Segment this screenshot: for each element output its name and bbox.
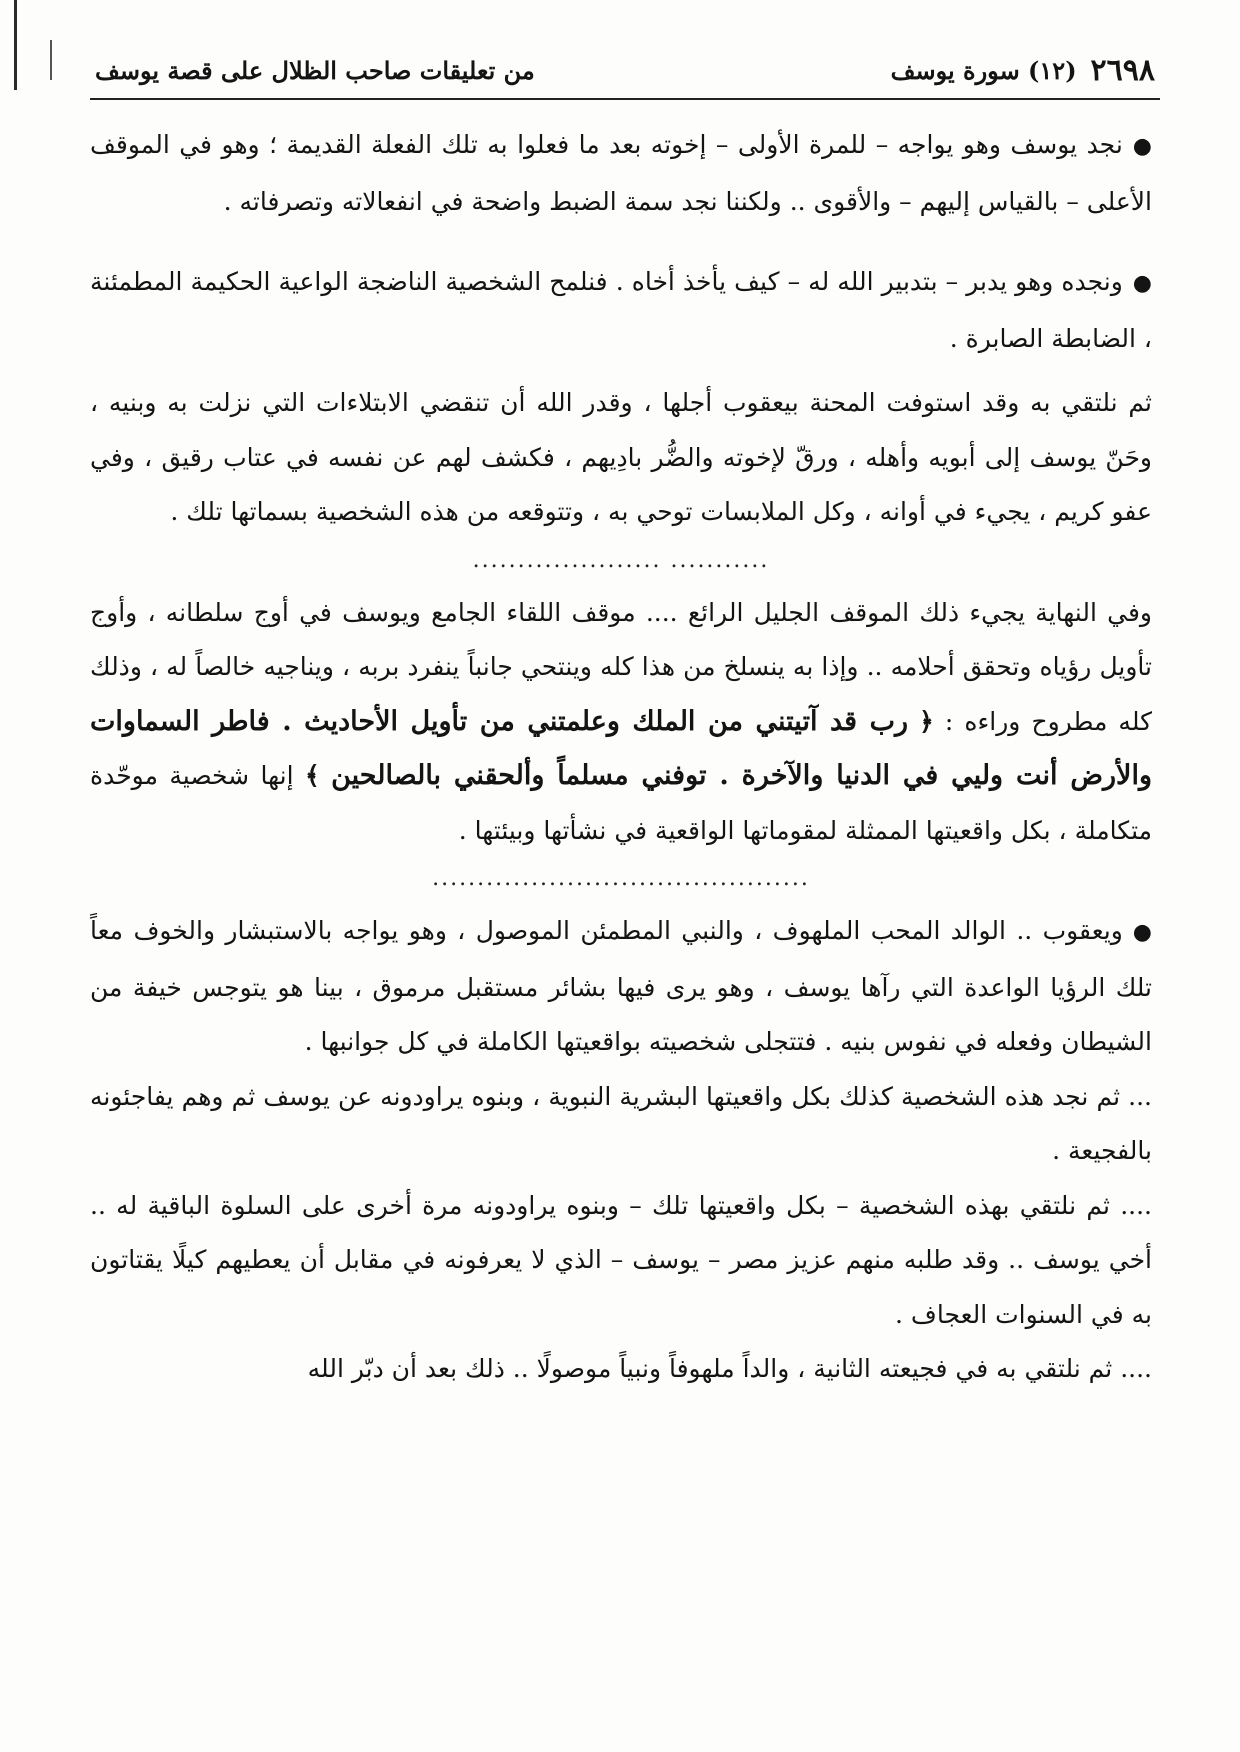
spacer — [90, 366, 1152, 376]
paragraph-4-intro: وفي النهاية يجيء ذلك الموقف الجليل الرائع .... موقف اللقاء الجامع ويوسف في أوج سلطانه ، وأوج تأويل رؤياه وتحقق أحلامه .. وإذا به ينسلخ من هذا كله وينتحي جانباً ينفرد بربه ، ويناجيه خالصاً له ، وذلك كله مطروح وراءه : — [90, 597, 1153, 736]
paragraph-2-text: ونجده وهو يدبر – بتدبير الله له – كيف يأخذ أخاه . فنلمح الشخصية الناضجة الواعية الحكيمة المطمئنة ، الضابطة الصابرة . — [90, 267, 1152, 353]
bullet-icon: ● — [1132, 134, 1152, 159]
verse-open-bracket: ﴿ — [919, 706, 934, 736]
paragraph-6 — [90, 1070, 1152, 1179]
paragraph-4 — [90, 586, 1152, 859]
paragraph-6-text: ... ثم نجد هذه الشخصية كذلك بكل واقعيتها البشرية النبوية ، وبنوه يراودونه عن يوسف ثم وهم يفاجئونه بالفجيعة . — [90, 1081, 1152, 1165]
paragraph-7 — [90, 1179, 1152, 1343]
paragraph-5 — [90, 904, 1152, 1070]
page-body — [90, 118, 1152, 1397]
bullet-icon: ● — [1132, 271, 1152, 296]
spacer — [90, 229, 1152, 255]
binding-margin-mark-secondary — [50, 40, 52, 80]
page-number: ٢٦٩٨ — [1090, 52, 1155, 88]
binding-margin-mark — [14, 0, 17, 90]
section-divider-1: ..................... ........... — [472, 547, 770, 573]
paragraph-4-conclusion: إنها شخصية موحّدة متكاملة ، بكل واقعيتها الممثلة لمقوماتها الواقعية في نشأتها وبيئتها . — [90, 761, 1152, 845]
page-info — [891, 53, 1155, 88]
running-title: من تعليقات صاحب الظلال على قصة يوسف — [95, 55, 535, 85]
surah-reference: (١٢) سورة يوسف — [890, 55, 1077, 85]
paragraph-2 — [90, 255, 1152, 366]
paragraph-3-text: ثم نلتقي به وقد استوفت المحنة بيعقوب أجلها ، وقدر الله أن تنقضي الابتلاءات التي نزلت به وبنيه ، وحَنّ يوسف إلى أبويه وأهله ، ورقّ لإخوته والضُّر بادِيهم ، فكشف لهم عن نفسه في عتاب رقيق ، وفي عفو كريم ، يجيء في أوانه ، وكل الملابسات توحي به ، وتتوقعه من هذه الشخصية بسماتها تلك . — [90, 388, 1152, 526]
bullet-icon: ● — [1132, 920, 1152, 945]
paragraph-8-text: .... ثم نلتقي به في فجيعته الثانية ، والداً ملهوفاً ونبياً موصولًا .. ذلك بعد أن دبّر الله — [307, 1354, 1152, 1383]
section-divider-2: .......................................... — [432, 866, 810, 891]
page-header — [95, 48, 1155, 92]
header-rule — [90, 98, 1160, 100]
paragraph-1 — [90, 118, 1152, 229]
verse-close-bracket: ﴾ — [305, 761, 320, 790]
paragraph-8 — [90, 1342, 1152, 1397]
paragraph-3 — [90, 376, 1152, 540]
quranic-verse: رب قد آتيتني من الملك وعلمتني من تأويل الأحاديث . فاطر السماوات والأرض أنت وليي في الدنيا والآخرة . توفني مسلماً وألحقني بالصالحين — [90, 705, 1152, 791]
paragraph-7-text: .... ثم نلتقي بهذه الشخصية – بكل واقعيتها تلك – وبنوه يراودونه مرة أخرى على السلوة الباقية له .. أخي يوسف .. وقد طلبه منهم عزيز مصر – يوسف – الذي لا يعرفونه في مقابل أن يعطيهم كيلًا يقتاتون به في السنوات العجاف . — [90, 1190, 1152, 1329]
paragraph-1-text: نجد يوسف وهو يواجه – للمرة الأولى – إخوته بعد ما فعلوا به تلك الفعلة القديمة ؛ وهو في الموقف الأعلى – بالقياس إليهم – والأقوى .. ولكننا نجد سمة الضبط واضحة في انفعالاته وتصرفاته . — [90, 130, 1152, 216]
paragraph-5-text: ويعقوب .. الوالد المحب الملهوف ، والنبي المطمئن الموصول ، وهو يواجه بالاستبشار والخوف معاً تلك الرؤيا الواعدة التي رآها يوسف ، وهو يرى فيها بشائر مستقبل مرموق ، بينا هو يتوجس خيفة من الشيطان وفعله في نفوس بنيه . فتتجلى شخصيته بواقعيتها الكاملة في كل جوانبها . — [90, 916, 1152, 1056]
